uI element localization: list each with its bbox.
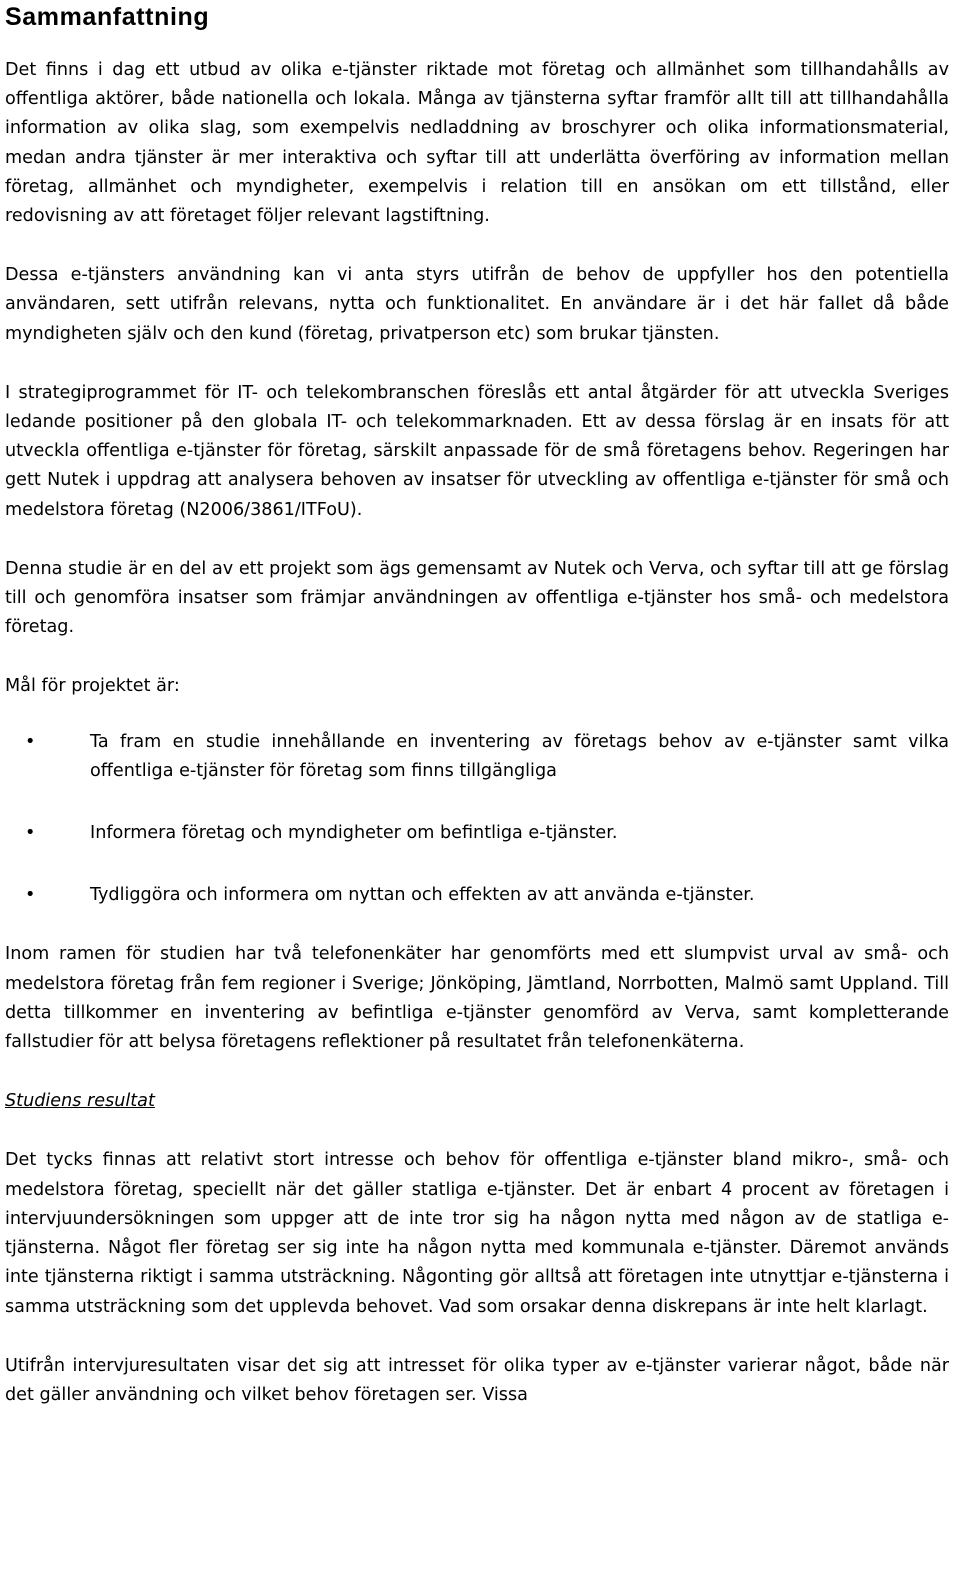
goal-list-item (5, 881, 949, 910)
goal-text: Informera företag och myndigheter om befintliga e-tjänster. (90, 823, 618, 844)
document-page (5, 0, 949, 1410)
bullet-icon: • (25, 823, 36, 844)
paragraph-usage: Dessa e-tjänsters användning kan vi anta styrs utifrån de behov de uppfyller hos den potentiella användaren, sett utifrån relevans, nytta och funktionalitet. En användare är i det här fallet då både myndigheten själv och den kund (företag, privatperson etc) som brukar tjänsten. (5, 265, 949, 344)
paragraph-strategy: I strategiprogrammet för IT- och telekombranschen föreslås ett antal åtgärder för att utveckla Sveriges ledande positioner på den globala IT- och telekommarknaden. Ett av dessa förslag är en insats för att utveckla offentliga e-tjänster för företag, särskilt anpassade för de små företagens behov. Regeringen har gett Nutek i uppdrag att analysera behoven av insatser för utveckling av offentliga e-tjänster för små och medelstora företag (N2006/3861/ITFoU). (5, 382, 949, 520)
bullet-icon: • (25, 731, 36, 752)
paragraph-method: Inom ramen för studien har två telefonenkäter har genomförts med ett slumpvist urval av små- och medelstora företag från fem regioner i Sverige; Jönköping, Jämtland, Norrbotten, Malmö samt Uppland. Till detta tillkommer en inventering av befintliga e-tjänster genomförd av Verva, samt kompletterande fallstudier för att belysa företagens reflektioner på resultatet från telefonenkäterna. (5, 944, 949, 1053)
goal-list-item (5, 728, 949, 786)
goal-text: Tydliggöra och informera om nyttan och effekten av att använda e-tjänster. (90, 885, 755, 906)
section-subheading: Studiens resultat (5, 1091, 155, 1112)
paragraph-study: Denna studie är en del av ett projekt som ägs gemensamt av Nutek och Verva, och syftar till att ge förslag till och genomföra insatser som främjar användningen av offentliga e-tjänster hos små- och medelstora företag. (5, 558, 949, 638)
paragraph-results-continued: Utifrån intervjuresultaten visar det sig att intresset för olika typer av e-tjänster varierar något, både när det gäller användning och vilket behov företagen ser. Vissa (5, 1355, 949, 1405)
goal-list-item (5, 819, 949, 848)
goals-intro: Mål för projektet är: (5, 676, 180, 697)
paragraph-results: Det tycks finnas att relativt stort intresse och behov för offentliga e-tjänster bland mikro-, små- och medelstora företag, speciellt när det gäller statliga e-tjänster. Det är enbart 4 procent av företagen i intervjuundersökningen som uppger att de inte tror sig ha någon nytta med någon av de statliga e-tjänsterna. Något fler företag ser sig inte ha någon nytta med kommunala e-tjänster. Däremot används inte tjänsterna riktigt i samma utsträckning. Någonting gör alltså att företagen inte utnyttjar e-tjänsterna i samma utsträckning som det upplevda behovet. Vad som orsakar denna diskrepans är inte helt klarlagt. (5, 1150, 949, 1317)
goals-list (5, 728, 949, 911)
goal-text: Ta fram en studie innehållande en inventering av företags behov av e-tjänster samt vilka offentliga e-tjänster för företag som finns tillgängliga (90, 731, 949, 781)
bullet-icon: • (25, 885, 36, 906)
paragraph-intro: Det finns i dag ett utbud av olika e-tjänster riktade mot företag och allmänhet som tillhandahålls av offentliga aktörer, både nationella och lokala. Många av tjänsterna syftar framför allt till att tillhandahålla information av olika slag, som exempelvis nedladdning av broschyrer och olika informationsmaterial, medan andra tjänster är mer interaktiva och syftar till att underlätta överföring av information mellan företag, allmänhet och myndigheter, exempelvis i relation till en ansökan om ett tillstånd, eller redovisning av att företaget följer relevant lagstiftning. (5, 60, 949, 227)
page-title: Sammanfattning (5, 3, 210, 31)
